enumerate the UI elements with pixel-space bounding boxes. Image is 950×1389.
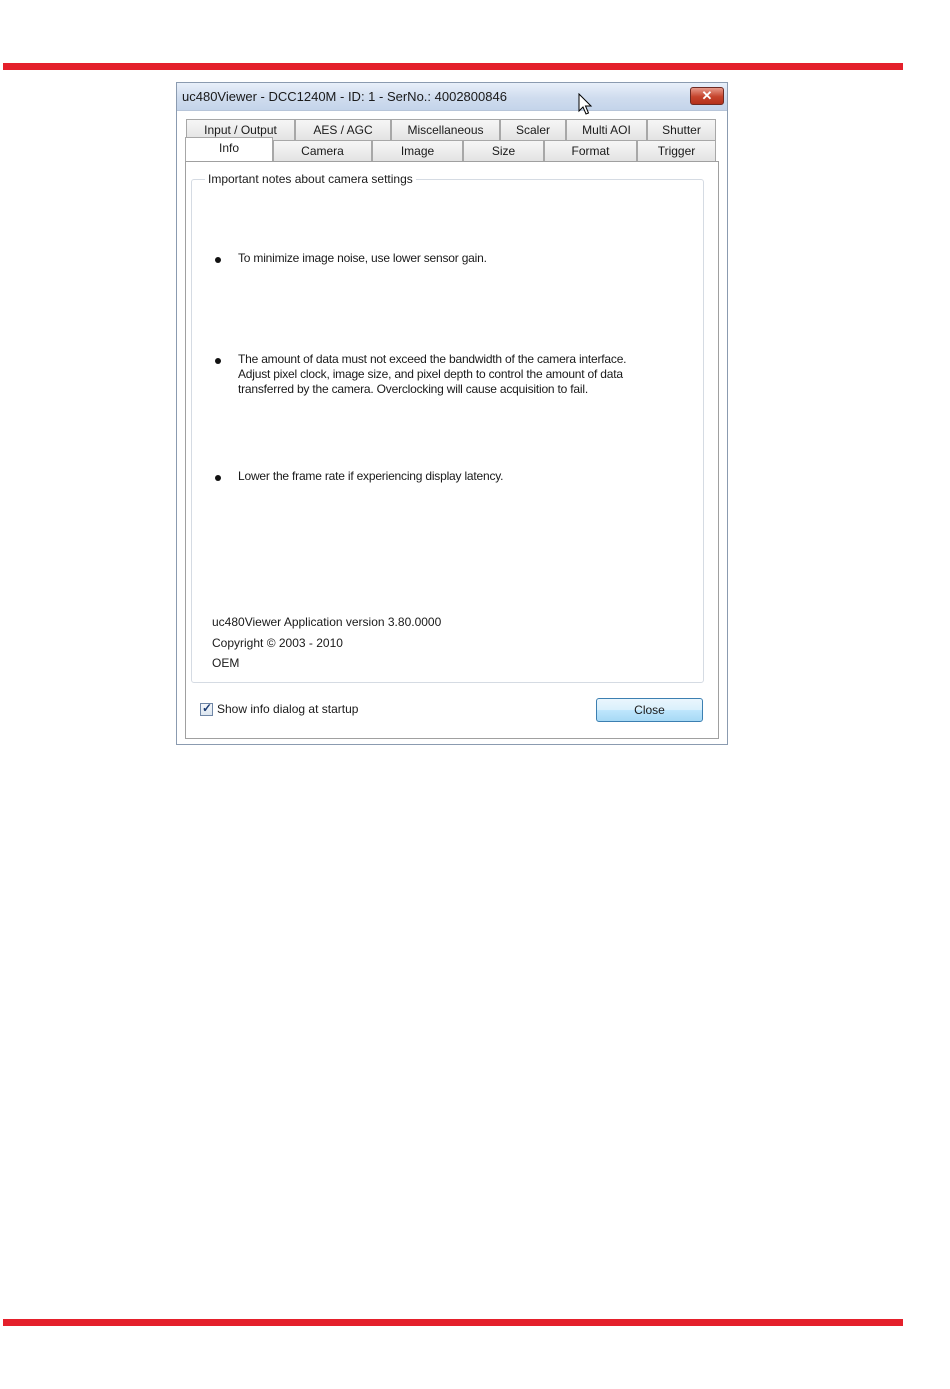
tab-size[interactable]: Size [463,140,544,161]
note-1 [238,251,668,266]
show-info-checkbox-label[interactable]: Show info dialog at startup [217,702,359,716]
group-title: Important notes about camera settings [205,172,416,186]
tab-scaler[interactable]: Scaler [500,119,566,140]
tab-info[interactable]: Info [185,137,273,161]
top-red-rule [3,63,903,70]
tab-image[interactable]: Image [372,140,463,161]
copyright-text: Copyright © 2003 - 2010 [212,636,343,650]
tab-aes-agc[interactable]: AES / AGC [295,119,391,140]
bullet-icon [215,358,221,364]
bottom-red-rule [3,1319,903,1326]
version-text: uc480Viewer Application version 3.80.0000 [212,615,442,629]
tab-camera[interactable]: Camera [273,140,372,161]
window-close-icon[interactable]: ✕ [690,87,724,105]
bullet-icon [215,475,221,481]
close-button[interactable]: Close [596,698,703,722]
mouse-pointer-icon [578,93,594,117]
note-2-line-1: The amount of data must not exceed the bandwidth of the camera interface. [238,352,627,366]
note-3 [238,469,668,484]
info-dialog-window [176,82,728,745]
tab-shutter[interactable]: Shutter [647,119,716,140]
tab-format[interactable]: Format [544,140,637,161]
note-3-line-1: Lower the frame rate if experiencing display latency. [238,469,504,483]
checkmark-icon: ✓ [202,701,213,715]
note-1-line-1: To minimize image noise, use lower sensor gain. [238,251,487,265]
tab-multi-aoi[interactable]: Multi AOI [566,119,647,140]
edition-text: OEM [212,656,240,670]
bullet-icon [215,257,221,263]
note-2 [238,352,668,397]
tab-trigger[interactable]: Trigger [637,140,716,161]
show-info-checkbox[interactable] [200,703,213,716]
window-title: uc480Viewer - DCC1240M - ID: 1 - SerNo.: 4002800846 [182,89,507,104]
note-2-line-2: Adjust pixel clock, image size, and pixel depth to control the amount of data [238,367,623,381]
note-2-line-3: transferred by the camera. Overclocking will cause acquisition to fail. [238,382,588,396]
tab-input-output[interactable]: Input / Output [186,119,295,140]
tab-miscellaneous[interactable]: Miscellaneous [391,119,500,140]
title-bar[interactable] [177,83,727,111]
